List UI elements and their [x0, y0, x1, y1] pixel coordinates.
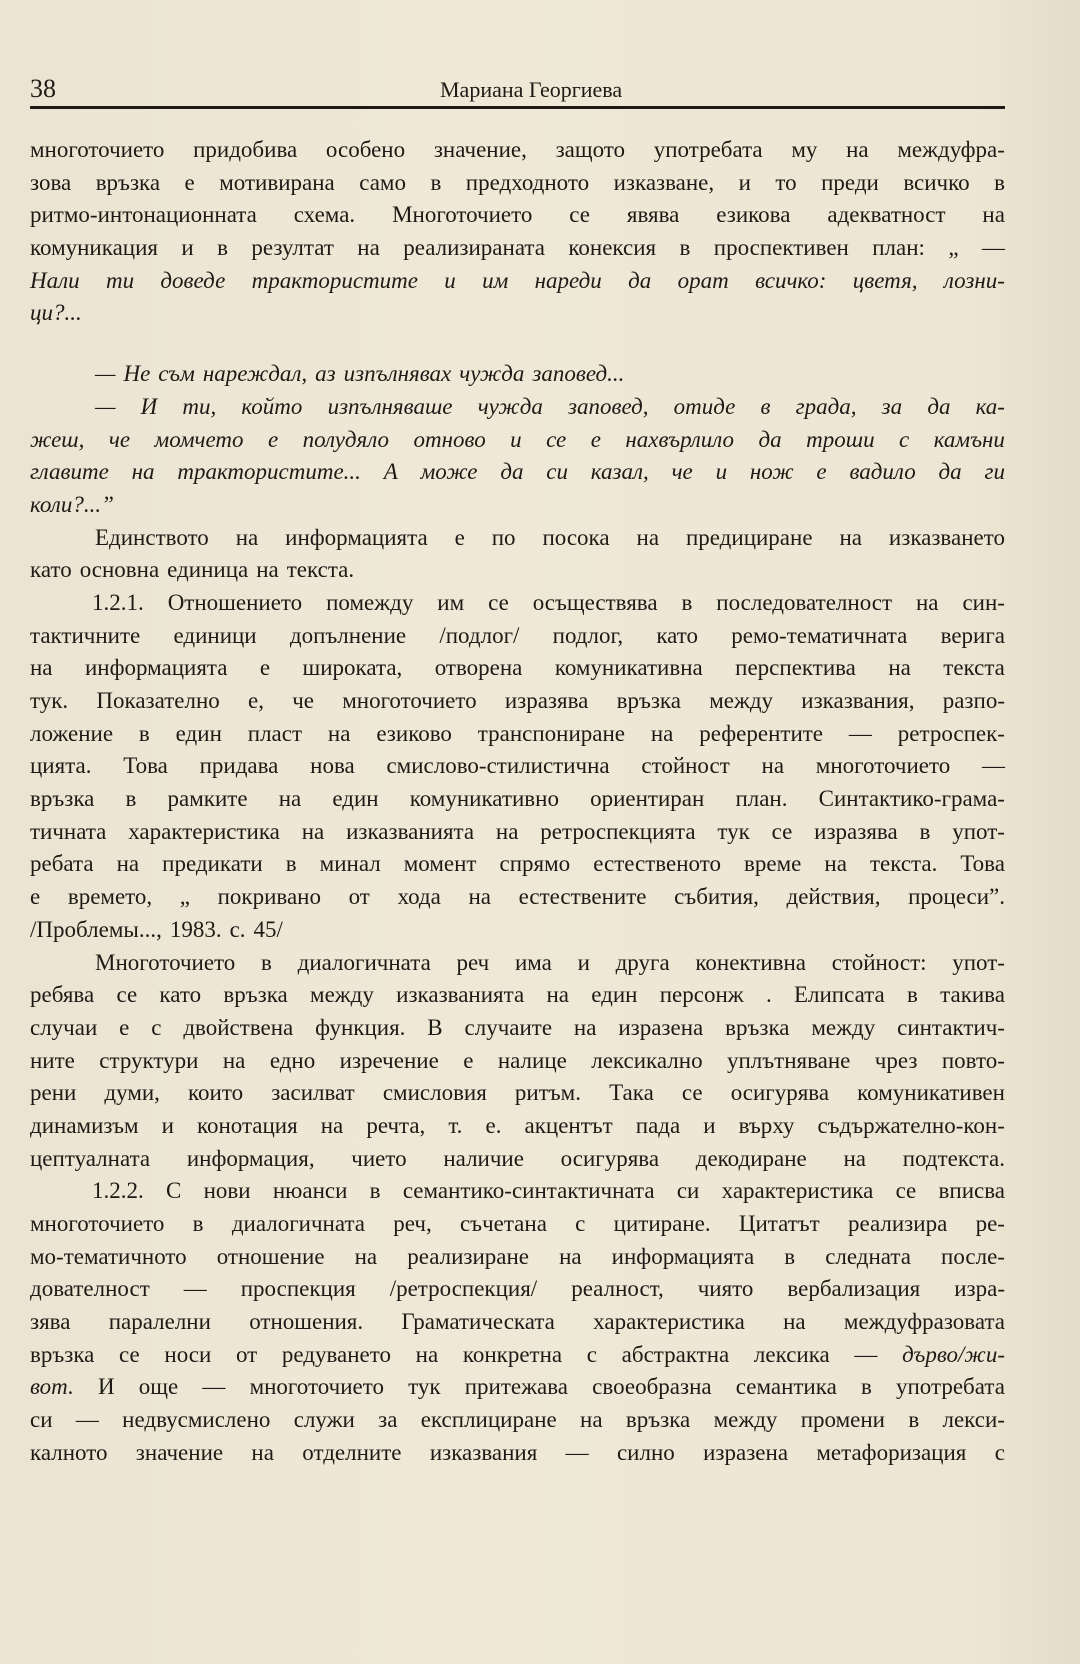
text-line: коли?...”: [30, 491, 114, 517]
text-line: тук. Показателно е, че многоточието изразява връзка между изказвания, разпо-: [30, 688, 1005, 713]
text-line: мо-тематичното отношение на реализиране на информацията в следната после-: [30, 1243, 1005, 1269]
text-line: тактичните единици допълнение /подлог/ подлог, като ремо-тематичната верига: [30, 622, 1005, 648]
body-text: [30, 134, 1005, 1470]
text-line: връзка се носи от редуването на конкретна с абстрактна лексика — дърво/жи-: [30, 1341, 1005, 1367]
text-line: цията. Това придава нова смислово-стилистична стойност на многоточието —: [30, 753, 1005, 779]
text-line: многоточието в диалогичната реч, съчетана с цитиране. Цитатът реализира ре-: [30, 1211, 1005, 1236]
text-line: като основна единица на текста.: [30, 557, 355, 583]
running-head: Мариана Георгиева: [440, 77, 623, 102]
text-line: случаи е с двойствена функция. В случаите на изразена връзка между синтактич-: [30, 1014, 1005, 1040]
page-number: 38: [30, 74, 56, 103]
text-line: тичната характеристика на изказванията на ретроспекцията тук се изразява в упот-: [30, 818, 1005, 844]
text-line: си — недвусмислено служи за експлициране на връзка между промени в лекси-: [30, 1407, 1005, 1433]
text-line: ребява се като връзка между изказванията на един персонж . Елипсата в такива: [30, 982, 1005, 1008]
text-line: цептуалната информация, чието наличие осигурява декодиране на подтекста.: [30, 1145, 1005, 1171]
text-line: жеш, че момчето е полудяло отново и се е нахвърлило да троши с камъни: [30, 426, 1005, 452]
text-line: ребата на предикати в минал момент спрямо естественото време на текста. Това: [30, 851, 1005, 877]
text-line: Единството на информацията е по посока на предициране на изказването: [95, 524, 1005, 550]
paragraph-gap: [30, 330, 1005, 358]
text-line: дователност — проспекция /ретроспекция/ реалност, чиято вербализация изра-: [30, 1276, 1005, 1302]
text-line: Нали ти доведе тракториститe и им нареди да орат всичко: цветя, лозни-: [30, 267, 1005, 293]
text-line: главите на тракториститe... А може да си казал, че и нож е вадило да ги: [30, 459, 1005, 485]
text-line: ци?...: [30, 300, 82, 326]
text-line: /Проблемы..., 1983. с. 45/: [30, 916, 283, 942]
text-line: комуникация и в резултат на реализираната конексия в проспективен план: „ —: [30, 235, 1005, 261]
text-line: Многоточието в диалогичната реч има и друга конективна стойност: упот-: [95, 949, 1005, 975]
text-line: зова връзка е мотивирана само в предходното изказване, и то преди всичко в: [30, 169, 1005, 195]
text-line: — Не съм нареждал, аз изпълнявах чужда заповед...: [95, 361, 625, 387]
text-line: на информацията е широката, отворена комуникативна перспектива на текста: [30, 655, 1005, 681]
text-line: ните структури на едно изречение е налице лексикално уплътняване чрез повто-: [30, 1047, 1005, 1073]
text-line: е времето, „ покривано от хода на естествените събития, действия, процеси”.: [30, 884, 1005, 910]
text-line: динамизъм и конотация на речта, т. е. акцентът пада и върху съдържателно-кон-: [30, 1112, 1005, 1138]
text-line: връзка в рамките на един комуникативно ориентиран план. Синтактико-грама-: [30, 786, 1005, 812]
text-line: — И ти, който изпълняваше чужда заповед, отиде в града, за да ка-: [95, 393, 1005, 419]
header-rule: [30, 106, 1005, 109]
text-line: ложение в един пласт на езиково транспониране на референтите — ретроспек-: [30, 720, 1005, 746]
text-line: вот. И още — многоточието тук притежава своеобразна семантика в употребата: [30, 1374, 1005, 1400]
text-line: зява паралелни отношения. Граматическата характеристика на междуфразовата: [30, 1309, 1005, 1335]
page-header: [30, 72, 1005, 106]
text-line: рени думи, които засилват смисловия ритъм. Така се осигурява комуникативен: [30, 1080, 1005, 1106]
text-line: ритмо-интонационната схема. Многоточието се явява езикова адекватност на: [30, 202, 1005, 228]
text-line: 1.2.2. С нови нюанси в семантико-синтактичната си характеристика се вписва: [92, 1178, 1005, 1204]
text-line: калното значение на отделните изказвания — силно изразена метафоризация с: [30, 1439, 1005, 1465]
text-line: многоточието придобива особено значение, защото употребата му на междуфра-: [30, 137, 1005, 162]
text-line: 1.2.1. Отношението помежду им се осъществява в последователност на син-: [92, 589, 1005, 615]
